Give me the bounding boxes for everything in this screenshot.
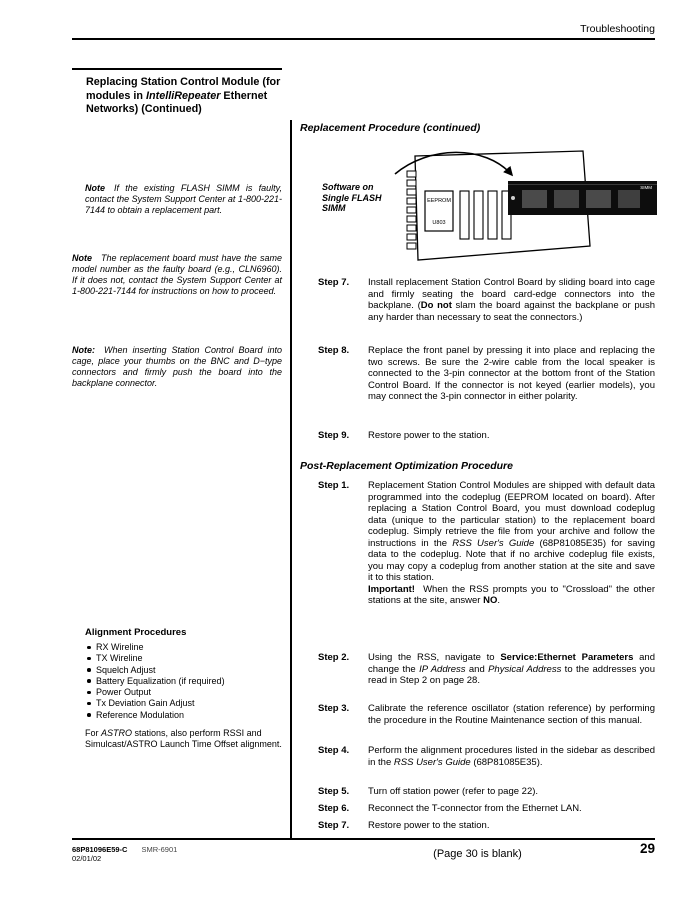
bullet-icon [87,679,91,683]
note-label: Note: [72,345,95,355]
step-text: Install replacement Station Control Board by sliding board into cage and firmly seating the board card-edge connectors into the backplane. (Do not slam the board against the backplane or push any harder than necessary to seat the connectors.) [368,277,655,323]
note-model-number [72,253,282,297]
footer-rule [72,838,655,840]
note-text: If the existing FLASH SIMM is faulty, contact the System Support Center at 1-800-221-7144 to obtain a replacement part. [85,183,282,215]
note-flash-simm [85,183,282,216]
page-number: 29 [639,841,655,856]
alignment-heading: Alignment Procedures [85,627,187,638]
bullet-icon [87,668,91,672]
note-label: Note [85,183,105,193]
step-label: Step 6. [318,803,350,814]
step-label: Step 7. [318,277,350,288]
bullet-icon [87,702,91,706]
doc-number: 68P81096E59-C [72,845,128,854]
optimization-procedure-heading: Post-Replacement Optimization Procedure [300,460,513,472]
sidebar [72,56,282,838]
list-item [85,710,282,721]
footer-doc-info [72,845,177,863]
step-download-codeplug [318,480,655,607]
step-text: Calibrate the reference oscillator (station reference) by performing the procedure in the Routine Maintenance section of this manual. [368,703,655,726]
list-item [85,665,282,676]
step-replace-front-panel [318,345,655,403]
eeprom-ref: U803 [432,220,446,226]
step-text: Reconnect the T-connector from the Ethernet LAN. [368,803,582,814]
list-item-label: Power Output [96,687,152,698]
list-item-label: TX Wireline [96,653,143,664]
replacement-procedure-heading: Replacement Procedure (continued) [300,122,481,134]
note-text: When inserting Station Control Board into cage, place your thumbs on the BNC and D−type connectors and firmly push the board into the backplane connector. [72,345,282,388]
list-item-label: Battery Equalization (if required) [96,675,225,686]
step-label: Step 2. [318,652,350,663]
column-divider [290,120,292,838]
step-calibrate-oscillator [318,703,655,726]
step-ethernet-parameters [318,652,655,687]
step-turn-off-power [318,786,655,798]
step-reconnect-tconnector [318,803,655,815]
simm-label: SIMM [640,185,652,190]
doc-date: 02/01/02 [72,854,102,863]
list-item [85,653,282,664]
step-text: Replace the front panel by pressing it into place and replacing the two screws. Be sure the 2-wire cable from the local speaker is connected to the 3-pin connector at the bottom front of the Station Control Board. If the connector is not keyed (earlier models), you may connect the 3-pin connector in either polarity. [368,345,655,402]
title-rule [72,68,282,70]
step-text: Using the RSS, navigate to Service:Ethernet Parameters and change the IP Address and Physical Address to the addresses you read in Step 2 on page 28. [368,652,655,686]
simm-module-photo [508,181,657,215]
step-text: Restore power to the station. [368,430,490,441]
step-restore-power [318,430,655,442]
step-text: Turn off station power (refer to page 22). [368,786,539,797]
step-label: Step 7. [318,820,350,831]
list-item-label: RX Wireline [96,642,144,652]
step-text: Restore power to the station. [368,820,490,831]
header-rule [72,38,655,40]
eeprom-chip [425,191,453,231]
step-text: Replacement Station Control Modules are shipped with default data programmed into the codeplug (EEPROM located on board). After replacing a Station Control Board, you must download codeplug data (unique to the particular station) to the replacement board codeplug. Simply retrieve the file from your archive and follow the instructions in the RSS User's Guide (68P81085E35) for saving data to the codeplug. Note that if no archive codeplug file exists, you may copy a codeplug from another station at the site and save it to this station. Important! When the RSS prompts you to "Crossload" the other stations at the site, answer NO. [368,480,655,606]
step-alignment-procedures [318,745,655,768]
alignment-procedures-block [85,627,282,750]
running-header: Troubleshooting [580,23,655,35]
figure-callout: Software on Single FLASH SIMM [322,182,382,213]
list-item-label: Squelch Adjust [96,664,156,675]
step-restore-power-final [318,820,655,832]
bullet-icon [87,713,91,717]
list-item [85,687,282,698]
note-label: Note [72,253,92,263]
doc-code: SMR-6901 [141,845,178,854]
note-inserting-board [72,345,282,389]
step-install-board [318,277,655,323]
list-item-label: Tx Deviation Gain Adjust [96,698,195,709]
main-column [300,56,655,838]
step-label: Step 3. [318,703,350,714]
blank-page-note: (Page 30 is blank) [433,848,522,860]
bullet-icon [87,646,91,650]
board-figure [300,144,657,272]
step-label: Step 4. [318,745,350,756]
list-item [85,698,282,709]
step-text: Perform the alignment procedures listed in the sidebar as described in the RSS User's Guide (68P81085E35). [368,745,655,768]
list-item [85,676,282,687]
list-item-label: Reference Modulation [96,709,185,720]
bullet-icon [87,691,91,695]
astro-note: For ASTRO stations, also perform RSSI and Simulcast/ASTRO Launch Time Offset alignment. [85,728,282,750]
step-label: Step 8. [318,345,350,356]
edge-connector-pins [407,171,416,249]
alignment-list [85,642,282,721]
bullet-icon [87,657,91,661]
list-item [85,642,282,653]
step-label: Step 5. [318,786,350,797]
step-label: Step 1. [318,480,350,491]
note-text: The replacement board must have the same model number as the faulty board (e.g., CLN6960). If it does not, contact the System Support Center at 1-800-221-7144 for instructions on how to proceed. [72,253,282,296]
step-label: Step 9. [318,430,350,441]
eeprom-label: EEPROM [427,198,451,204]
page-title: Replacing Station Control Module (for modules in IntelliRepeater Ethernet Networks) (Continued) [86,76,281,115]
